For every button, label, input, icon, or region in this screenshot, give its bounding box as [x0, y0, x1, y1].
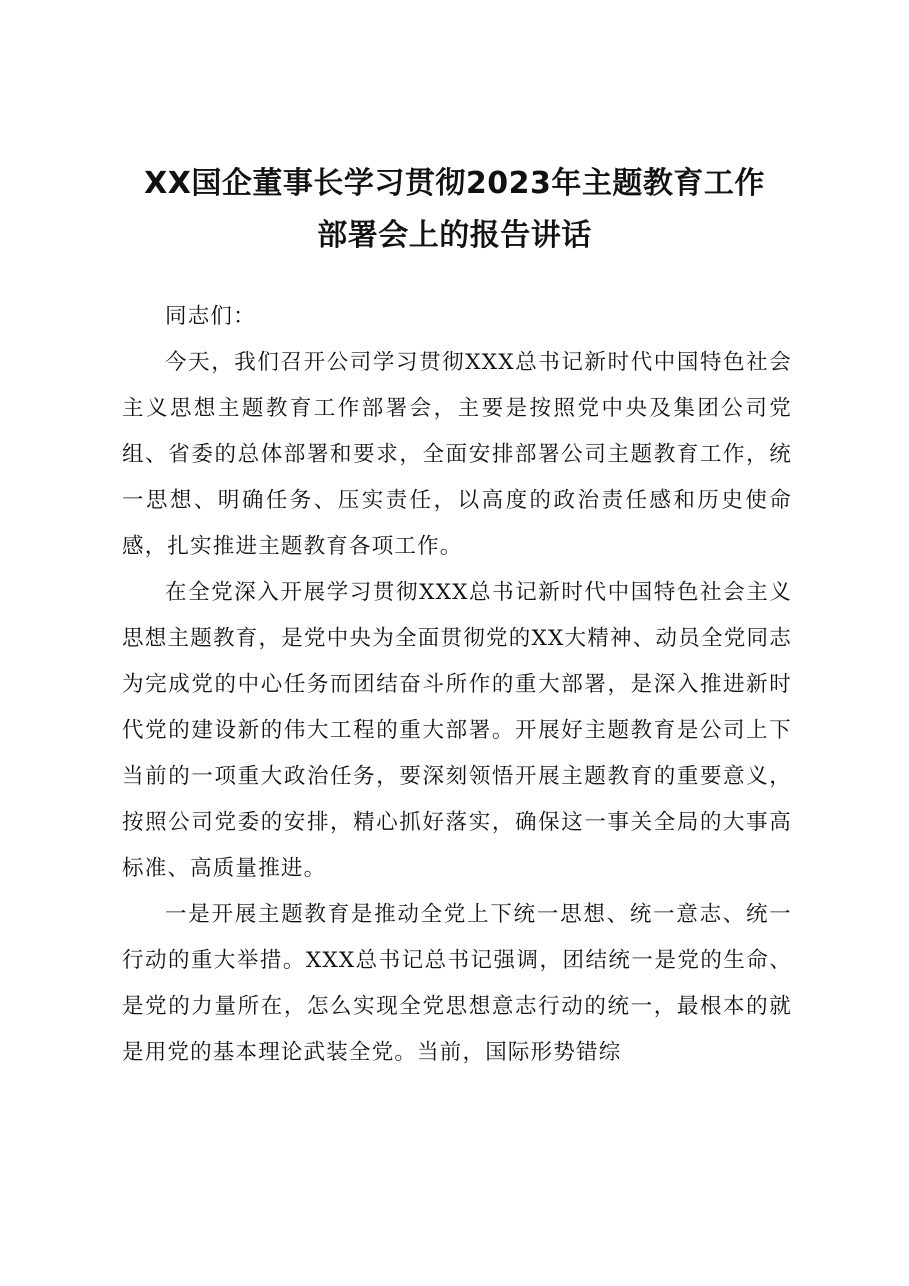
document-title — [100, 158, 809, 262]
title-line-1: XX国企董事长学习贯彻2023年主题教育工作 — [144, 166, 765, 201]
paragraph-3: 一是开展主题教育是推动全党上下统一思想、统一意志、统一行动的重大举措。XXX总书记总书记强调，团结统一是党的生命、是党的力量所在，怎么实现全党思想意志行动的统一，最根本的就是用党的基本理论武装全党。当前，国际形势错综 — [122, 902, 792, 1065]
paragraph-2: 在全党深入开展学习贯彻XXX总书记新时代中国特色社会主义思想主题教育，是党中央为全面贯彻党的XX大精神、动员全党同志为完成党的中心任务而团结奋斗所作的重大部署，是深入推进新时代党的建设新的伟大工程的重大部署。开展好主题教育是公司上下当前的一项重大政治任务，要深刻领悟开展主题教育的重要意义，按照公司党委的安排，精心抓好落实，确保这一事关全局的大事高标准、高质量推进。 — [122, 580, 792, 881]
salutation: 同志们： — [165, 304, 256, 329]
paragraph-1: 今天，我们召开公司学习贯彻XXX总书记新时代中国特色社会主义思想主题教育工作部署会，主要是按照党中央及集团公司党组、省委的总体部署和要求，全面安排部署公司主题教育工作，统一思想、明确任务、压实责任，以高度的政治责任感和历史使命感，扎实推进主题教育各项工作。 — [122, 350, 792, 559]
document-body — [122, 294, 792, 1076]
title-line-2: 部署会上的报告讲话 — [317, 218, 592, 253]
